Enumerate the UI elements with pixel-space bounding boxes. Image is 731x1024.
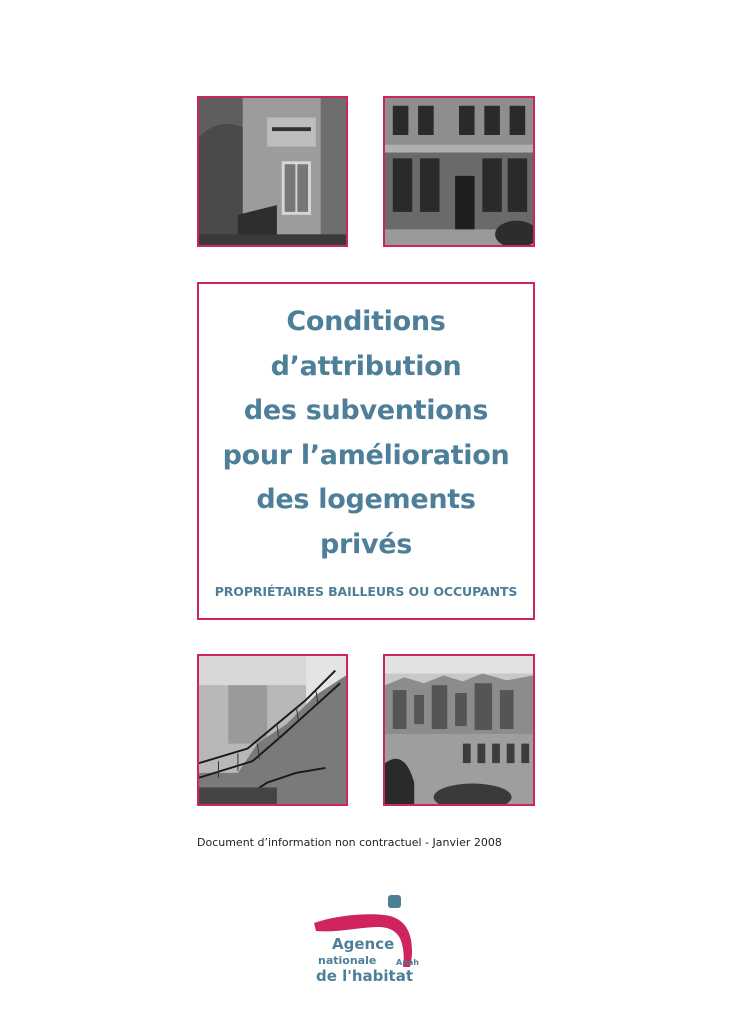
- document-footnote: Document d’information non contractuel - Janvier 2008: [197, 836, 502, 849]
- title-line: d’attribution: [270, 350, 462, 382]
- photo-courtyard-facade: [197, 96, 348, 247]
- rooftops-image: [385, 656, 533, 804]
- logo-dot: [388, 895, 401, 908]
- title-line: pour l’amélioration: [222, 439, 510, 471]
- title-line: privés: [319, 528, 413, 560]
- document-title: [199, 300, 533, 568]
- photo-staircase: [197, 654, 348, 806]
- title-line: des logements: [256, 484, 476, 516]
- title-frame: [197, 282, 535, 620]
- photo-city-rooftops: [383, 654, 535, 806]
- photo-brick-facade: [383, 96, 535, 247]
- courtyard-facade-image: [199, 98, 346, 245]
- logo-line-agence: Agence: [332, 935, 395, 953]
- anah-logo: [312, 893, 424, 987]
- logo-line-habitat: de l'habitat: [316, 967, 414, 985]
- title-line: des subventions: [243, 395, 489, 427]
- logo-acronym: Anah: [396, 958, 419, 967]
- brick-facade-image: [385, 98, 533, 245]
- title-line: Conditions: [286, 306, 446, 337]
- logo-line-nationale: nationale: [318, 954, 377, 967]
- document-subtitle: PROPRIÉTAIRES BAILLEURS OU OCCUPANTS: [214, 584, 518, 599]
- staircase-image: [199, 656, 346, 804]
